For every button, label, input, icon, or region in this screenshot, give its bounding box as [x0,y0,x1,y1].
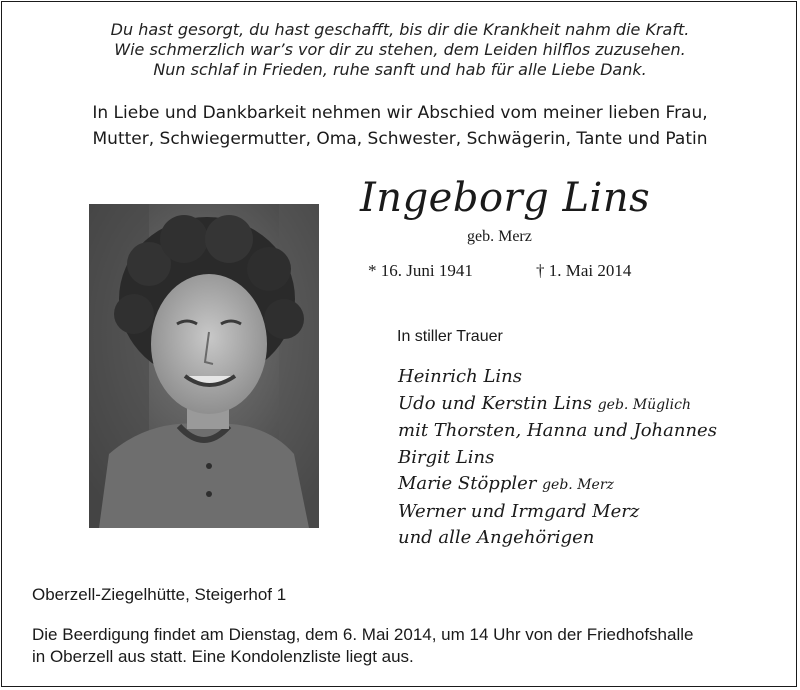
funeral-line: Die Beerdigung findet am Dienstag, dem 6. Mai 2014, um 14 Uhr von der Friedhofshalle [32,625,694,644]
address: Oberzell-Ziegelhütte, Steigerhof 1 [32,585,287,604]
mourner-name: Marie Stöppler [398,473,537,494]
mourner-name: mit Thorsten, Hanna und Johannes [398,420,717,441]
mourner-line [398,525,758,552]
funeral-notice [32,624,772,668]
mourning-label: In stiller Trauer [397,328,503,345]
deceased-name: Ingeborg Lins [360,175,651,221]
maiden-name: geb. Merz [467,228,532,245]
mourner-name: Birgit Lins [398,446,495,468]
mourner-line [398,418,758,445]
intro-line: Mutter, Schwiegermutter, Oma, Schwester, Schwägerin, Tante und Patin [92,129,708,149]
mourner-line [398,471,758,499]
mourner-line [398,391,758,419]
mourner-name: Heinrich Lins [398,366,522,387]
poem [0,20,800,80]
mourner-maiden-note: geb. Müglich [597,396,691,413]
mourner-name: Udo und Kerstin Lins [398,392,592,414]
mourner-name: und alle Angehörigen [398,527,595,548]
poem-line: Du hast gesorgt, du hast geschafft, bis dir die Krankheit nahm die Kraft. [110,20,690,39]
mourner-maiden-note: geb. Merz [542,477,614,493]
poem-line: Wie schmerzlich war’s vor dir zu stehen, dem Leiden hilflos zuzusehen. [114,40,686,59]
funeral-line: in Oberzell aus statt. Eine Kondolenzliste liegt aus. [32,647,414,666]
mourner-line [398,499,758,526]
mourner-name: Werner und Irmgard Merz [398,500,640,522]
intro-line: In Liebe und Dankbarkeit nehmen wir Abschied vom meiner lieben Frau, [92,103,708,123]
mourner-line [398,445,758,472]
portrait-photo [89,204,319,528]
poem-line: Nun schlaf in Frieden, ruhe sanft und hab für alle Liebe Dank. [153,60,647,79]
birth-date: * 16. Juni 1941 [368,261,473,280]
mourners-list [398,364,758,552]
intro-text [0,100,800,152]
mourner-line [398,364,758,391]
death-date: † 1. Mai 2014 [536,261,632,280]
